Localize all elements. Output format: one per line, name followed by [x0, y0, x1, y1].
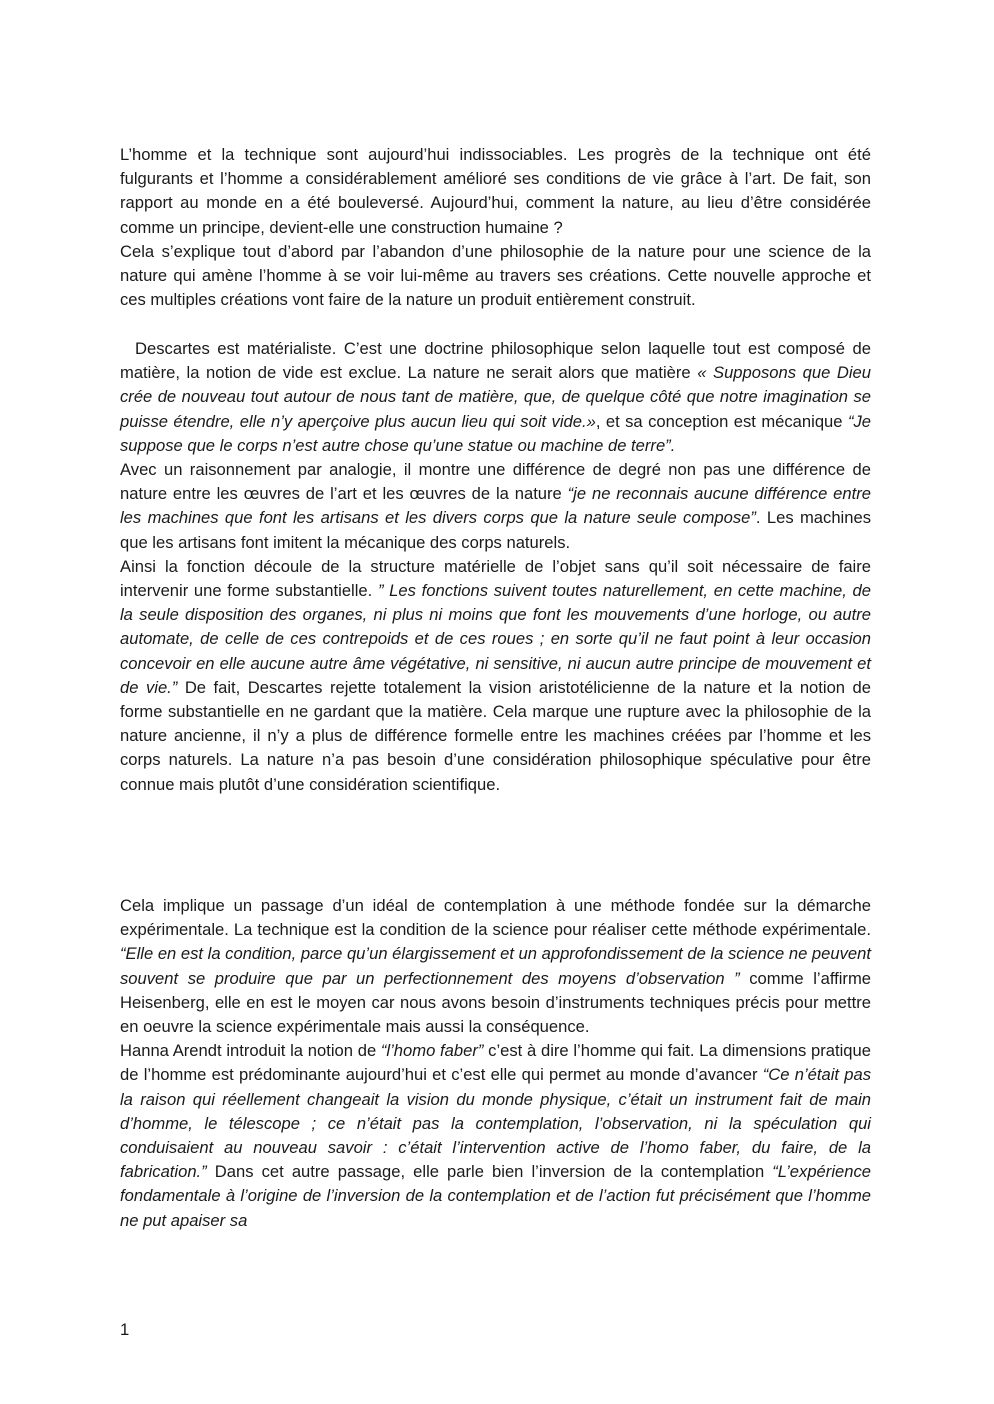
paragraph-function-structure	[120, 555, 871, 797]
text-run: c’est à dire l’homme qui fait. La dimensions pratique de l’homme est prédominante aujourd’hui et c’est elle qui permet au monde d’avancer	[120, 1041, 871, 1085]
quotation: “L’expérience fondamentale à l’origine de l’inversion de la contemplation et de l’action fut précisément que l’homme ne put apaiser sa	[120, 1162, 871, 1230]
text-run: comme l’affirme Heisenberg, elle en est le moyen car nous avons besoin d’instruments techniques précis pour mettre en oeuvre la science expérimentale mais aussi la conséquence.	[120, 968, 871, 1037]
quotation: ” Les fonctions suivent toutes naturellement, en cette machine, de la seule disposition des organes, ni plus ni moins que font les mouvements d’une horloge, ou autre automate, de celle de ces contrepoids et de ces roues ; en sorte qu’il ne faut point à leur occasion concevoir en elle aucune autre âme végétative, ni sensitive, ni aucun autre principe de mouvement et de vie.”	[120, 581, 872, 697]
page-number: 1	[120, 1320, 130, 1339]
paragraph-experimental-method	[120, 894, 871, 1039]
experimental-section	[120, 894, 871, 1233]
quotation: « Supposons que Dieu crée de nouveau tout autour de nous tant de matière, que, de quelque côté que notre imagination se puisse étendre, elle n’y aperçoive plus aucun lieu qui soit vide.»	[120, 363, 871, 431]
text-run: Dans cet autre passage, elle parle bien l’inversion de la contemplation	[206, 1162, 773, 1182]
quotation: “Ce n’était pas la raison qui réellement changeait la vision du monde physique, c’était un instrument fait de main d’homme, le télescope ; ce n’était pas la contemplation, l’observation, ni la spéculation qui conduisaient au nouveau savoir : c’était l’intervention active de l’homo faber, du faire, de la fabrication.”	[120, 1065, 871, 1182]
text-run: Descartes est matérialiste. C’est une doctrine philosophique selon laquelle tout est composé de matière, la notion de vide est exclue. La nature ne serait alors que matière	[120, 339, 876, 383]
intro-section	[120, 143, 871, 312]
text-run: Cela implique un passage d’un idéal de contemplation à une méthode fondée sur la démarche expérimentale. La technique est la condition de la science pour réaliser cette méthode expérimentale.	[120, 896, 871, 940]
text-run: Ainsi la fonction découle de la structure matérielle de l’objet sans qu’il soit nécessaire de faire intervenir une forme substantielle.	[120, 556, 871, 601]
paragraph-homo-faber	[120, 1039, 871, 1233]
text-run: Avec un raisonnement par analogie, il montre une différence de degré non pas une différence de nature entre les œuvres de l’art et les œuvres de la nature	[120, 460, 871, 504]
paragraph-descartes-materialism	[120, 337, 876, 458]
quotation: “Je suppose que le corps n’est autre chose qu’une statue ou machine de terre”.	[120, 411, 871, 455]
text-run: , et sa conception est mécanique	[595, 411, 848, 431]
paragraph-analogy	[120, 458, 871, 555]
quotation: “je ne reconnais aucune différence entre les machines que font les artisans et les divers corps que la nature seule compose”	[120, 484, 871, 528]
paragraph-intro: L’homme et la technique sont aujourd’hui indissociables. Les progrès de la technique ont été fulgurants et l’homme a considérablement amélioré ses conditions de vie grâce à l’art. De fait, son rapport au monde en a été bouleversé. Aujourd’hui, comment la nature, au lieu d’être considérée comme un principe, devient-elle une construction humaine ?	[120, 145, 871, 237]
text-run: . Les machines que les artisans font imitent la mécanique des corps naturels.	[120, 508, 871, 552]
paragraph-announce: Cela s’explique tout d’abord par l’abandon d’une philosophie de la nature pour une science de la nature qui amène l’homme à se voir lui-même au travers ses créations. Cette nouvelle approche et ces multiples créations vont faire de la nature un produit entièrement construit.	[120, 241, 871, 310]
descartes-section	[120, 337, 876, 797]
quotation: “Elle en est la condition, parce qu’un élargissement et un approfondissement de la science ne peuvent souvent se produire que par un perfectionnement des moyens d’observation ”	[120, 944, 871, 988]
quotation: “l’homo faber”	[380, 1041, 484, 1061]
text-run: Hanna Arendt introduit la notion de	[120, 1041, 381, 1061]
text-run: De fait, Descartes rejette totalement la vision aristotélicienne de la nature et la notion de forme substantielle en ne gardant que la matière. Cela marque une rupture avec la philosophie de la nature ancienne, il n’y a plus de différence formelle entre les machines créées par l’homme et les corps naturels. La nature n’a pas besoin d’une considération philosophique spéculative pour être connue mais plutôt d’une considération scientifique.	[120, 677, 871, 794]
